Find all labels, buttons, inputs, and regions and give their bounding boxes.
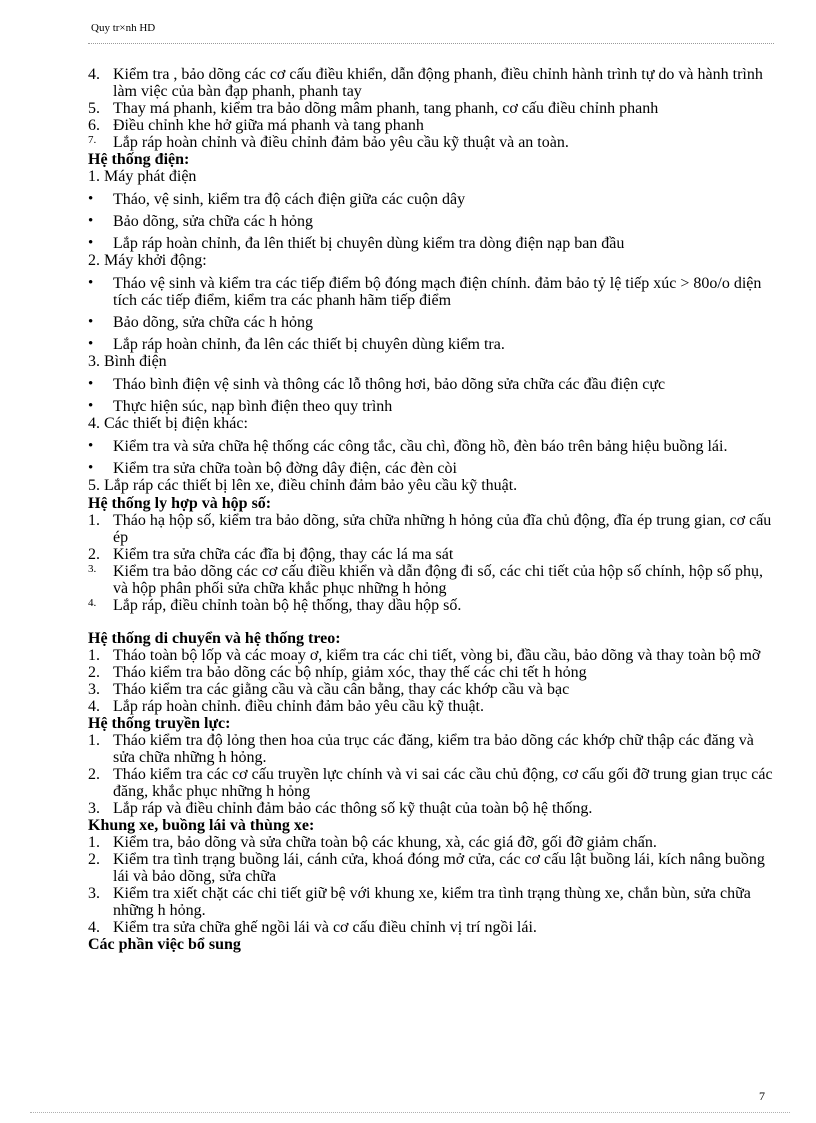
subsection-title: 1. Máy phát điện bbox=[88, 168, 197, 185]
subsection-title: 3. Bình điện bbox=[88, 353, 167, 370]
section-title-suspension: Hệ thống di chuyển và hệ thống treo: bbox=[88, 630, 341, 647]
bullet-item bbox=[88, 235, 778, 252]
item-text: Lắp ráp hoàn chỉnh và điều chỉnh đảm bảo yêu cầu kỹ thuật và an toàn. bbox=[113, 134, 569, 151]
item-text: Bảo dõng, sửa chữa các h hỏng bbox=[113, 213, 313, 230]
item-text: Tháo kiểm tra các giằng cầu và cầu cân bằng, thay các khớp cầu và bạc bbox=[113, 681, 570, 698]
bullet-icon: • bbox=[88, 438, 94, 454]
item-text: Thực hiện súc, nạp bình điện theo quy trình bbox=[113, 398, 393, 415]
item-text: Lắp ráp, điều chỉnh toàn bộ hệ thống, thay dầu hộp số. bbox=[113, 597, 462, 614]
item-text: Kiểm tra sửa chữa ghế ngồi lái và cơ cấu điều chỉnh vị trí ngồi lái. bbox=[113, 919, 537, 936]
item-text: Kiểm tra và sửa chữa hệ thống các công tắc, cầu chì, đồng hồ, đèn báo trên bảng hiệu buồng lái. bbox=[113, 438, 728, 455]
item-number: 7. bbox=[88, 134, 97, 146]
item-number: 1. bbox=[88, 647, 100, 664]
list-item bbox=[88, 134, 778, 151]
item-number: 1. bbox=[88, 732, 100, 749]
section-title-extra: Các phần việc bổ sung bbox=[88, 936, 241, 953]
item-number: 2. bbox=[88, 851, 100, 868]
list-item bbox=[88, 834, 778, 851]
bullet-icon: • bbox=[88, 314, 94, 330]
section-title-frame: Khung xe, buồng lái và thùng xe: bbox=[88, 817, 315, 834]
item-number: 4. bbox=[88, 698, 100, 715]
item-number: 4. bbox=[88, 597, 97, 609]
item-text: Tháo toàn bộ lốp và các moay ơ, kiểm tra các chi tiết, vòng bi, đầu cầu, bảo dõng và thay toàn bộ mỡ bbox=[113, 647, 761, 664]
bullet-item bbox=[88, 460, 778, 477]
list-item bbox=[88, 851, 778, 885]
item-number: 1. bbox=[88, 512, 100, 529]
item-text: Kiểm tra sửa chữa toàn bộ đờng dây điện, các đèn còi bbox=[113, 460, 457, 477]
bullet-item bbox=[88, 213, 778, 230]
item-number: 2. bbox=[88, 546, 100, 563]
item-text: Thay má phanh, kiểm tra bảo dõng mâm phanh, tang phanh, cơ cấu điều chỉnh phanh bbox=[113, 100, 659, 117]
item-text: Kiểm tra sửa chữa các đĩa bị động, thay các lá ma sát bbox=[113, 546, 454, 563]
item-number: 3. bbox=[88, 563, 97, 575]
bullet-item bbox=[88, 438, 778, 455]
item-text: Tháo kiểm tra các cơ cấu truyền lực chính và vi sai các cầu chủ động, cơ cấu gối đỡ trung gian trục các đăng, khắc phục những h hỏng bbox=[113, 766, 773, 800]
item-text: Kiểm tra, bảo dõng và sửa chữa toàn bộ các khung, xà, các giá đỡ, gối đỡ giảm chấn. bbox=[113, 834, 657, 851]
section-title-clutch: Hệ thống ly hợp và hộp số: bbox=[88, 495, 272, 512]
list-item bbox=[88, 766, 778, 800]
item-number: 4. bbox=[88, 919, 100, 936]
bullet-icon: • bbox=[88, 275, 94, 291]
bullet-item bbox=[88, 398, 778, 415]
item-number: 2. bbox=[88, 664, 100, 681]
bullet-item bbox=[88, 376, 778, 393]
list-item bbox=[88, 100, 778, 117]
bullet-item bbox=[88, 314, 778, 331]
item-text: Tháo hạ hộp số, kiểm tra bảo dõng, sửa chữa những h hỏng của đĩa chủ động, đĩa ép trung gian, cơ cấu ép bbox=[113, 512, 772, 546]
list-item bbox=[88, 698, 778, 715]
bullet-icon: • bbox=[88, 235, 94, 251]
item-number: 3. bbox=[88, 681, 100, 698]
list-item bbox=[88, 117, 778, 134]
bullet-item bbox=[88, 336, 778, 353]
item-text: Điều chỉnh khe hở giữa má phanh và tang phanh bbox=[113, 117, 424, 134]
list-item bbox=[88, 681, 778, 698]
bullet-icon: • bbox=[88, 336, 94, 352]
document-body bbox=[88, 66, 778, 953]
bullet-icon: • bbox=[88, 398, 94, 414]
section-title-electrical: Hệ thống điện: bbox=[88, 151, 190, 168]
subsection-title: 4. Các thiết bị điện khác: bbox=[88, 415, 248, 432]
list-item bbox=[88, 919, 778, 936]
list-item bbox=[88, 732, 778, 766]
list-item bbox=[88, 647, 778, 664]
item-text: Kiểm tra xiết chặt các chi tiết giữ bệ với khung xe, kiểm tra tình trạng thùng xe, chắn bùn, sửa chữa những h hỏng. bbox=[113, 885, 751, 919]
list-item bbox=[88, 597, 778, 614]
item-text: Lắp ráp hoàn chỉnh, đa lên thiết bị chuyên dùng kiểm tra dòng điện nạp ban đầu bbox=[113, 235, 625, 252]
bullet-icon: • bbox=[88, 460, 94, 476]
item-text: Tháo bình điện vệ sinh và thông các lỗ thông hơi, bảo dõng sửa chữa các đầu điện cực bbox=[113, 376, 666, 393]
item-number: 4. bbox=[88, 66, 100, 83]
item-text: Kiểm tra tình trạng buồng lái, cánh cửa, khoá đóng mở cửa, các cơ cấu lật buồng lái, kích nâng buồng lái và bảo dõng, sửa chữa bbox=[113, 851, 765, 885]
item-text: Kiểm tra bảo dõng các cơ cấu điều khiển và dẫn động đi số, các chi tiết của hộp số chính, hộp số phụ, và hộp phân phối sửa chữa khắc phục những h hỏng bbox=[113, 563, 764, 597]
item-text: Tháo kiểm tra bảo dõng các bộ nhíp, giảm xóc, thay thế các chi tết h hỏng bbox=[113, 664, 587, 681]
item-number: 5. bbox=[88, 100, 100, 117]
item-text: Tháo kiểm tra độ lỏng then hoa của trục các đăng, kiểm tra bảo dõng các khớp chữ thập các đăng và sửa chữa những h hỏng. bbox=[113, 732, 754, 766]
bullet-icon: • bbox=[88, 213, 94, 229]
item-number: 6. bbox=[88, 117, 100, 134]
header-divider bbox=[88, 43, 774, 44]
item-number: 1. bbox=[88, 834, 100, 851]
bullet-item bbox=[88, 191, 778, 208]
footer-divider bbox=[30, 1112, 790, 1113]
item-text: Bảo dõng, sửa chữa các h hỏng bbox=[113, 314, 313, 331]
list-item bbox=[88, 546, 778, 563]
item-text: Lắp ráp hoàn chỉnh, đa lên các thiết bị chuyên dùng kiểm tra. bbox=[113, 336, 505, 353]
item-text: Lắp ráp và điều chỉnh đảm bảo các thông số kỹ thuật của toàn bộ hệ thống. bbox=[113, 800, 593, 817]
subsection-line: 5. Lắp ráp các thiết bị lên xe, điều chỉnh đảm bảo yêu cầu kỹ thuật. bbox=[88, 477, 518, 494]
list-item bbox=[88, 563, 778, 597]
spacer bbox=[88, 614, 778, 630]
bullet-icon: • bbox=[88, 191, 94, 207]
item-text: Tháo vệ sinh và kiểm tra các tiếp điểm bộ đóng mạch điện chính. đảm bảo tỷ lệ tiếp xúc > 80o/o diện tích các tiếp điểm, kiểm tra các phanh hãm tiếp điểm bbox=[113, 275, 762, 309]
item-number: 3. bbox=[88, 885, 100, 902]
item-number: 2. bbox=[88, 766, 100, 783]
bullet-icon: • bbox=[88, 376, 94, 392]
page-header: Quy tr×nh HD bbox=[91, 22, 156, 34]
section-title-transmission: Hệ thống truyền lực: bbox=[88, 715, 231, 732]
list-item bbox=[88, 664, 778, 681]
list-item bbox=[88, 512, 778, 546]
list-item bbox=[88, 885, 778, 919]
item-text: Lắp ráp hoàn chỉnh. điều chỉnh đảm bảo yêu cầu kỹ thuật. bbox=[113, 698, 484, 715]
item-number: 3. bbox=[88, 800, 100, 817]
list-item bbox=[88, 66, 778, 100]
item-text: Tháo, vệ sinh, kiểm tra độ cách điện giữa các cuộn dây bbox=[113, 191, 466, 208]
page-number: 7 bbox=[759, 1089, 765, 1103]
item-text: Kiểm tra , bảo dõng các cơ cấu điều khiển, dẫn động phanh, điều chỉnh hành trình tự do và hành trình làm việc của bàn đạp phanh, phanh tay bbox=[113, 66, 763, 100]
list-item bbox=[88, 800, 778, 817]
bullet-item bbox=[88, 275, 778, 309]
subsection-title: 2. Máy khởi động: bbox=[88, 252, 207, 269]
